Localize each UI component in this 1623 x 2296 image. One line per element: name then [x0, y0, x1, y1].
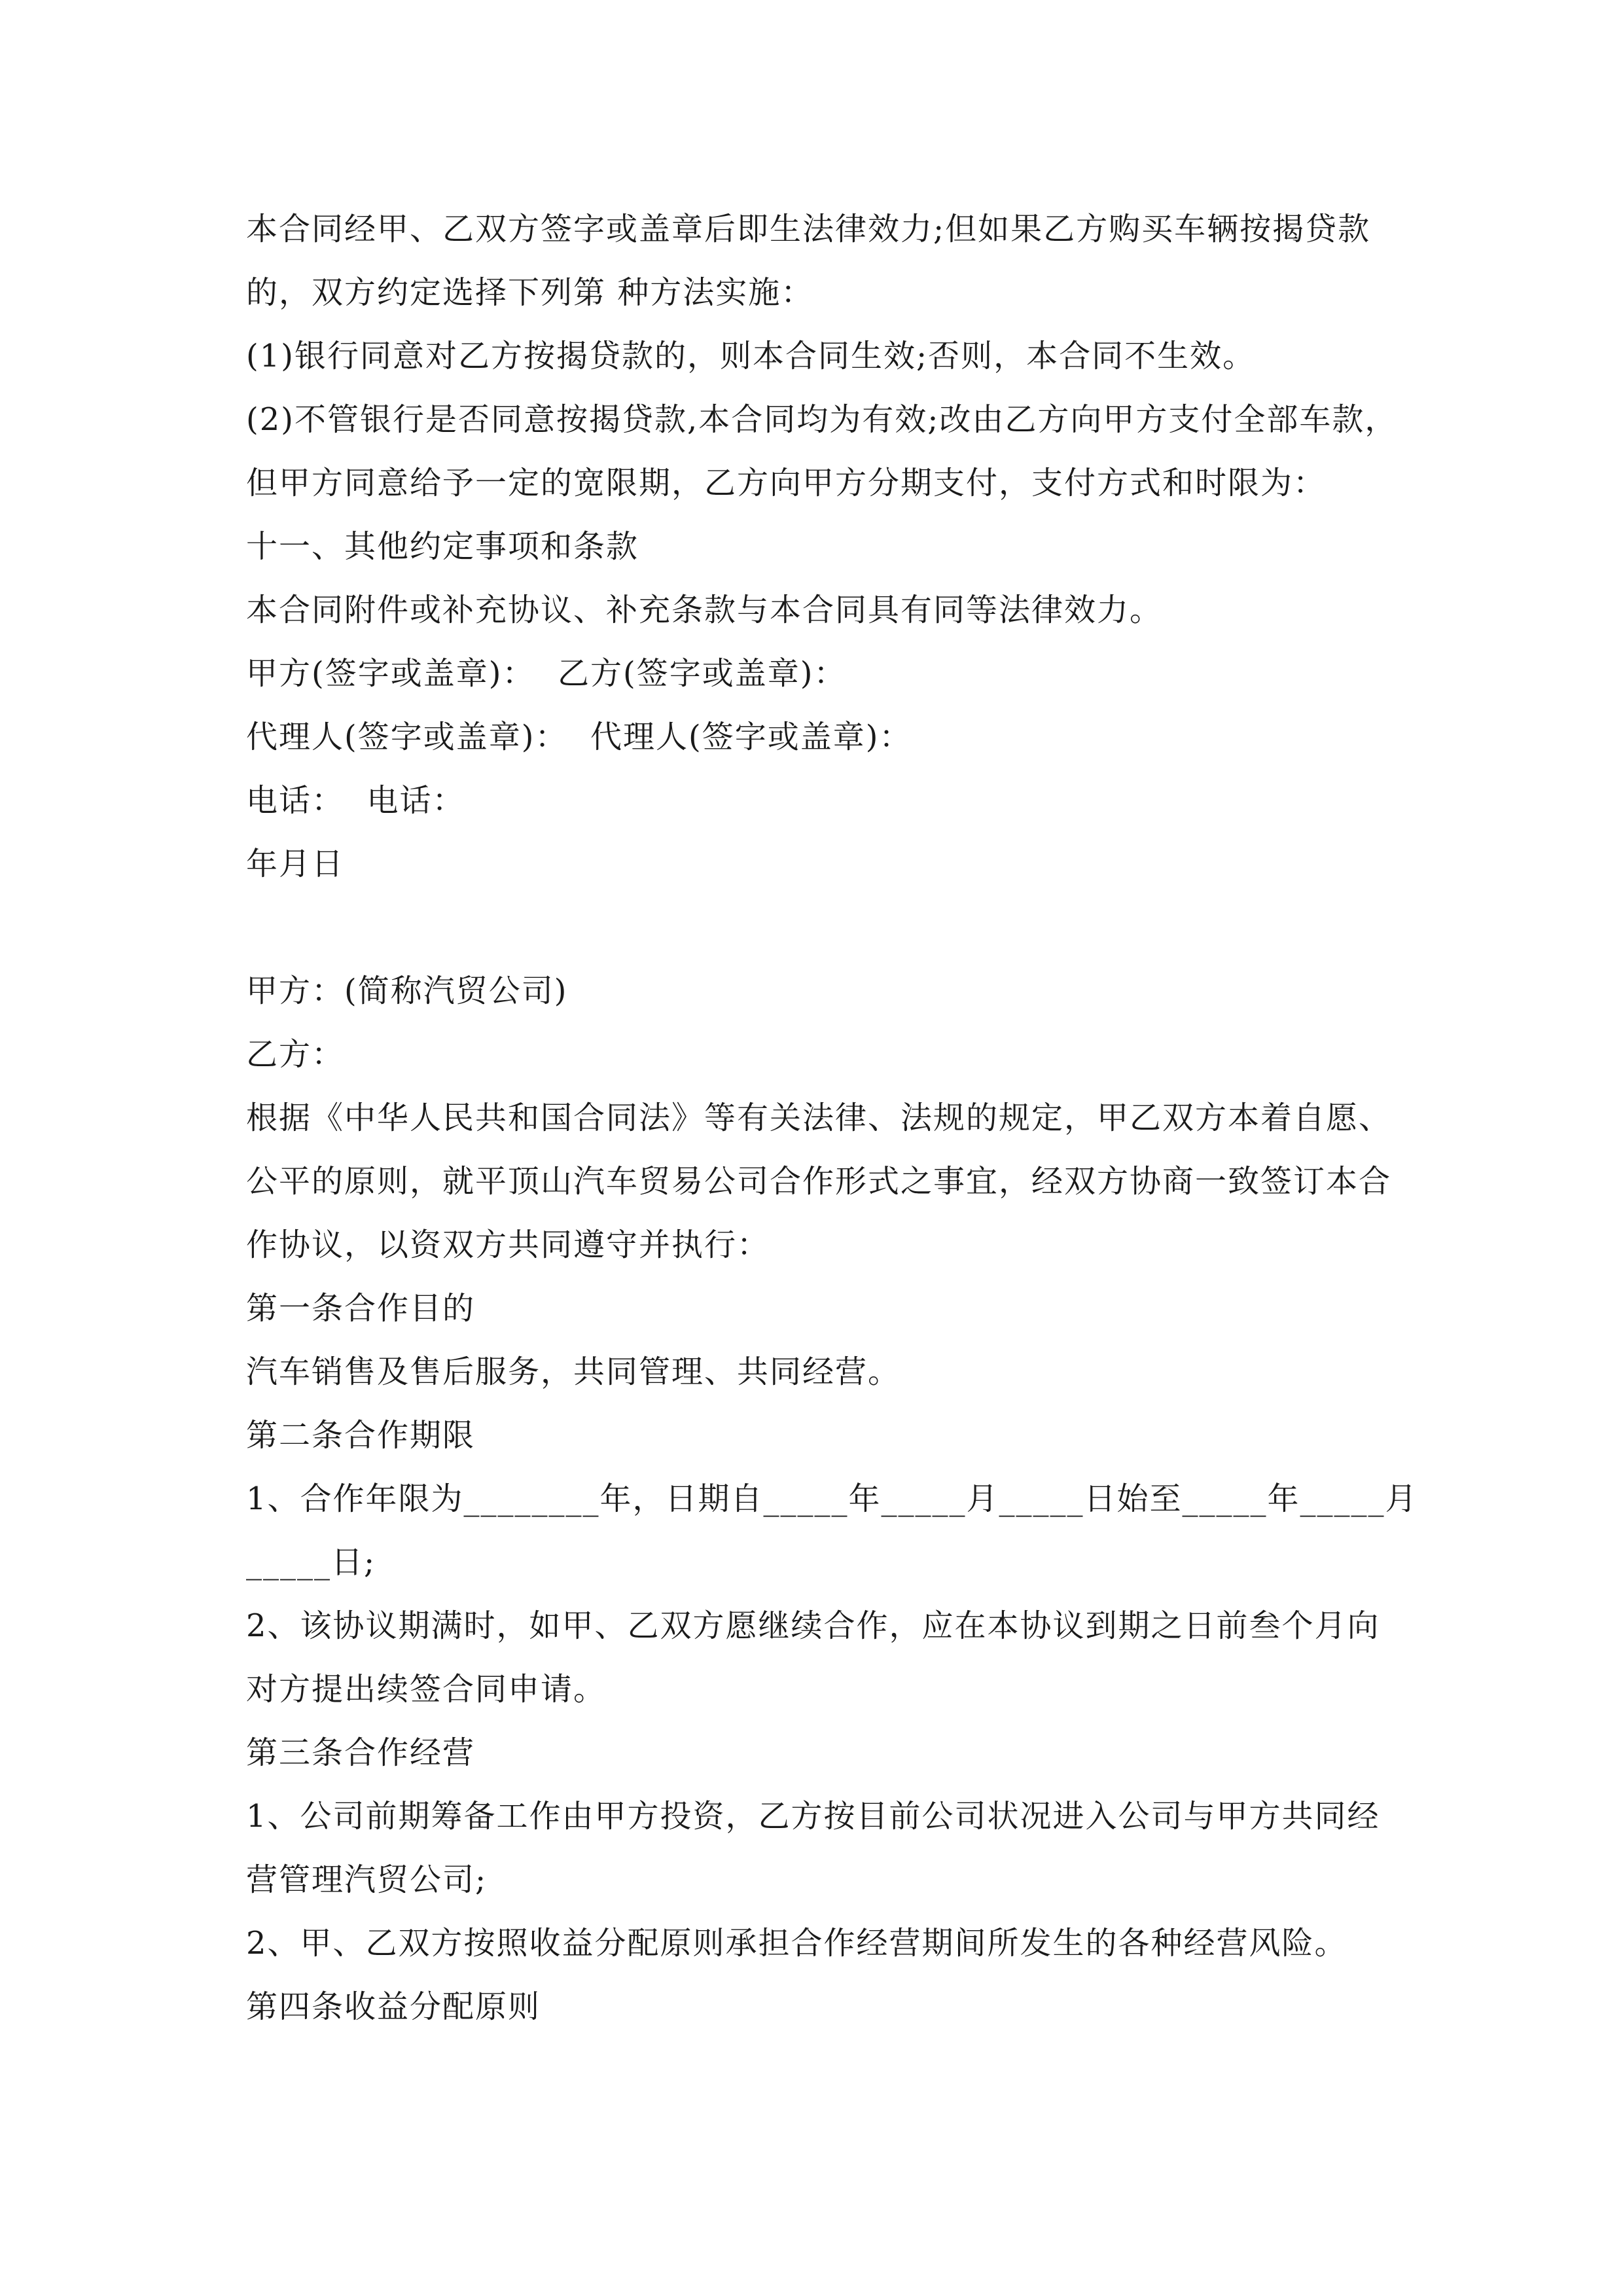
text-line: 营管理汽贸公司; [246, 1861, 488, 1898]
text-line: 但甲方同意给予一定的宽限期，乙方向甲方分期支付，支付方式和时限为： [246, 465, 1327, 501]
text-line: 公平的原则，就平顶山汽车贸易公司合作形式之事宜，经双方协商一致签订本合 [246, 1163, 1392, 1200]
text-line: (2)不管银行是否同意按揭贷款,本合同均为有效;改由乙方向甲方支付全部车款， [246, 401, 1398, 438]
article-heading: 第三条合作经营 [246, 1734, 476, 1771]
phone-line: 电话： 电话： [246, 782, 465, 819]
text-line: 汽车销售及售后服务，共同管理、共同经营。 [246, 1354, 901, 1390]
text-line: 1、合作年限为________年，日期自_____年_____月_____日始至_____年_____月 [246, 1480, 1418, 1517]
text-line: 对方提出续签合同申请。 [246, 1671, 607, 1708]
text-line: 作协议，以资双方共同遵守并执行： [246, 1227, 770, 1263]
contract-clause-block [246, 198, 1398, 896]
section-heading: 十一、其他约定事项和条款 [246, 528, 639, 565]
text-line: 2、甲、乙双方按照收益分配原则承担合作经营期间所发生的各种经营风险。 [246, 1925, 1347, 1962]
text-line: 1、公司前期筹备工作由甲方投资，乙方按目前公司状况进入公司与甲方共同经 [246, 1798, 1380, 1835]
cooperation-agreement-block [246, 960, 1418, 2039]
text-line: _____日; [246, 1544, 376, 1581]
signature-line: 代理人(签字或盖章)： 代理人(签字或盖章)： [246, 719, 912, 755]
party-a-line: 甲方：(简称汽贸公司) [246, 973, 568, 1009]
article-heading: 第二条合作期限 [246, 1417, 476, 1454]
article-heading: 第一条合作目的 [246, 1290, 476, 1327]
party-b-line: 乙方： [246, 1036, 345, 1073]
text-line: (1)银行同意对乙方按揭贷款的，则本合同生效;否则，本合同不生效。 [246, 338, 1256, 374]
signature-line: 甲方(签字或盖章)： 乙方(签字或盖章)： [246, 655, 847, 692]
text-line: 的，双方约定选择下列第 种方法实施： [246, 274, 814, 311]
text-line: 2、该协议期满时，如甲、乙双方愿继续合作，应在本协议到期之日前叁个月向 [246, 1607, 1380, 1644]
text-line: 本合同经甲、乙双方签字或盖章后即生法律效力;但如果乙方购买车辆按揭贷款 [246, 211, 1371, 247]
text-line: 根据《中华人民共和国合同法》等有关法律、法规的规定，甲乙双方本着自愿、 [246, 1100, 1392, 1136]
text-line: 本合同附件或补充协议、补充条款与本合同具有同等法律效力。 [246, 592, 1163, 628]
date-line: 年月日 [246, 846, 345, 882]
article-heading: 第四条收益分配原则 [246, 1988, 541, 2025]
